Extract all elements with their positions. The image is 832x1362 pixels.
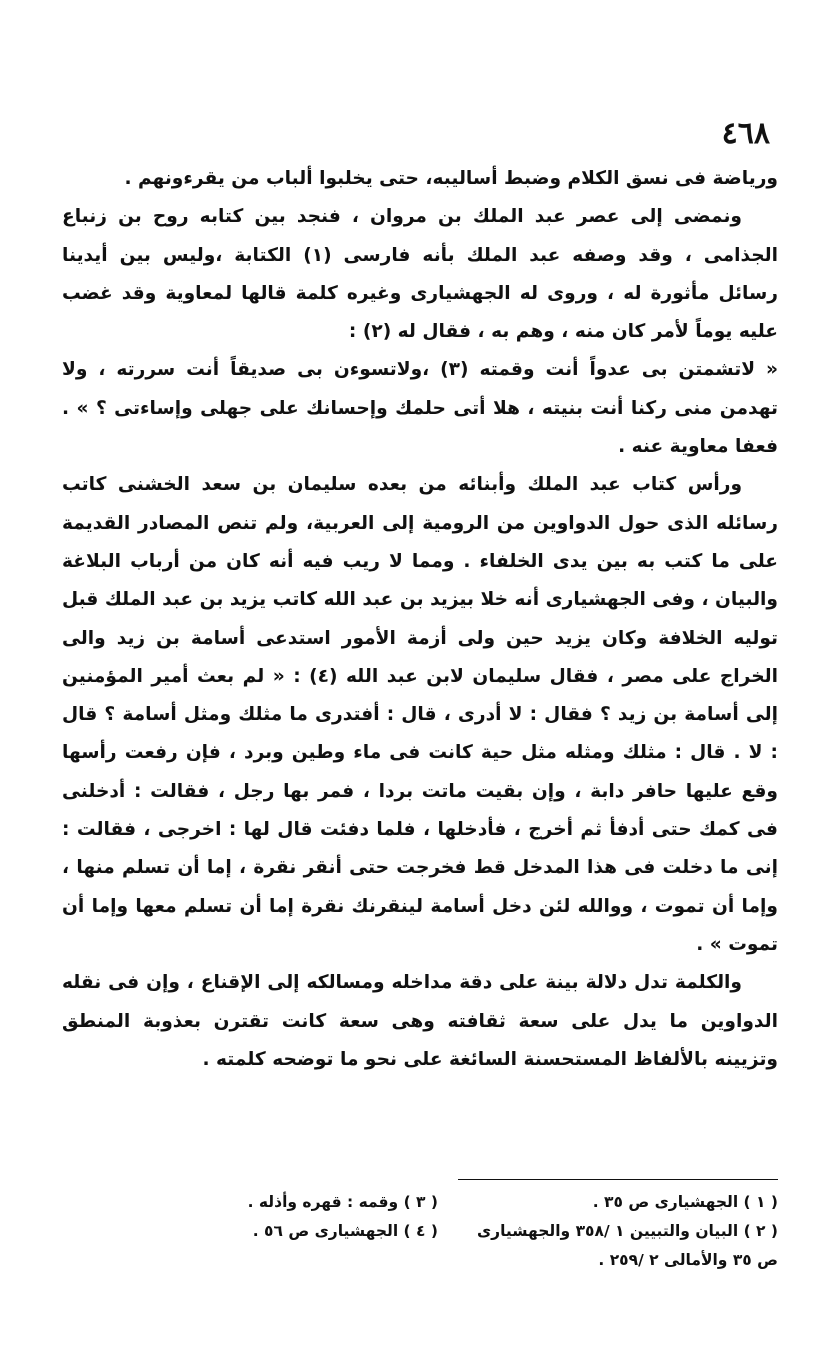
quotation-paragraph: « لاتشمتن بى عدواً أنت وقمته (٣) ،ولاتسوءن بى صديقاً أنت سررته ، ولا تهدمن منى ركنا أنت بنيته ، هلا أتى حلمك وإحسانك على جهلى وإساءتى ؟ » . فعفا معاوية عنه . [62,359,778,458]
paragraph: ورأس كتاب عبد الملك وأبنائه من بعده سليمان بن سعد الخشنى كاتب رسائله الذى حول الدواوين من الرومية إلى العربية، ولم تنص المصادر القديمة على ما كتب به بين يدى الخلفاء . ومما لا ريب فيه أنه كان من أرباب البلاغة والبيان ، وفى الجهشيارى أنه خلا بيزيد بن عبد الله كاتب يزيد بن عبد الملك قبل توليه الخلافة وكان يزيد حين ولى أزمة الأمور استدعى أسامة بن زيد والى الخراج على مصر ، فقال سليمان لابن عبد الله (٤) : « لم بعث أمير المؤمنين إلى أسامة بن زيد ؟ فقال : لا أدرى ، قال : أفتدرى ما مثلك ومثل أسامة ؟ قال : لا . قال : مثلك ومثله مثل حية كانت فى ماء وطين وبرد ، فإن رفعت رأسها وقع عليها حافر دابة ، وإن بقيت ماتت بردا ، فمر بها رجل ، فقالت : أدخلنى فى كمك حتى أدفأ ثم أخرج ، فأدخلها ، فلما دفئت قال لها : اخرجى ، فقالت : إنى ما دخلت فى هذا المدخل قط فخرجت حتى أنقر نقرة ، إما أن تسلم منها ، وإما أن تموت ، ووالله لئن دخل أسامة لينقرنك نقرة إما أن تسلم معها وإما أن تموت » . [62,474,778,955]
paragraph: ونمضى إلى عصر عبد الملك بن مروان ، فنجد بين كتابه روح بن زنباع الجذامى ، وقد وصفه عبد الملك بأنه فارسى (١) الكتابة ،وليس بين أيدينا رسائل مأثورة له ، وروى له الجهشيارى وغيره كلمة قالها لمعاوية وقد غضب عليه يوماً لأمر كان منه ، وهم به ، فقال له (٢) : [62,206,778,343]
paragraph: ورياضة فى نسق الكلام وضبط أساليبه، حتى يخلبوا ألباب من يقرءونهم . [124,168,778,189]
page-number: ٤٦٨ [721,116,770,151]
footnotes [62,1188,778,1275]
footnote-row [62,1217,778,1246]
footnote-2-continued: ص ٣٥ والأمالى ٢ /٢٥٩ . [598,1251,778,1269]
footnote-4: ( ٤ ) الجهشيارى ص ٥٦ . [252,1222,438,1240]
footnote-row [62,1246,778,1275]
paragraph: والكلمة تدل دلالة بينة على دقة مداخله ومسالكه إلى الإقناع ، وإن فى نقله الدواوين ما يدل على سعة ثقافته وهى سعة كانت تقترن بعذوبة المنطق وتزيينه بالألفاظ المستحسنة السائغة على نحو ما توضحه كلمته . [62,972,778,1070]
footnote-3: ( ٣ ) وقمه : قهره وأذله . [247,1193,438,1211]
main-text [62,160,778,1079]
footnote-row [62,1188,778,1217]
footnote-divider [458,1179,778,1180]
footnote-1: ( ١ ) الجهشيارى ص ٣٥ . [592,1193,778,1211]
footnote-2: ( ٢ ) البيان والتبيين ١ /٣٥٨ والجهشيارى [476,1222,778,1240]
